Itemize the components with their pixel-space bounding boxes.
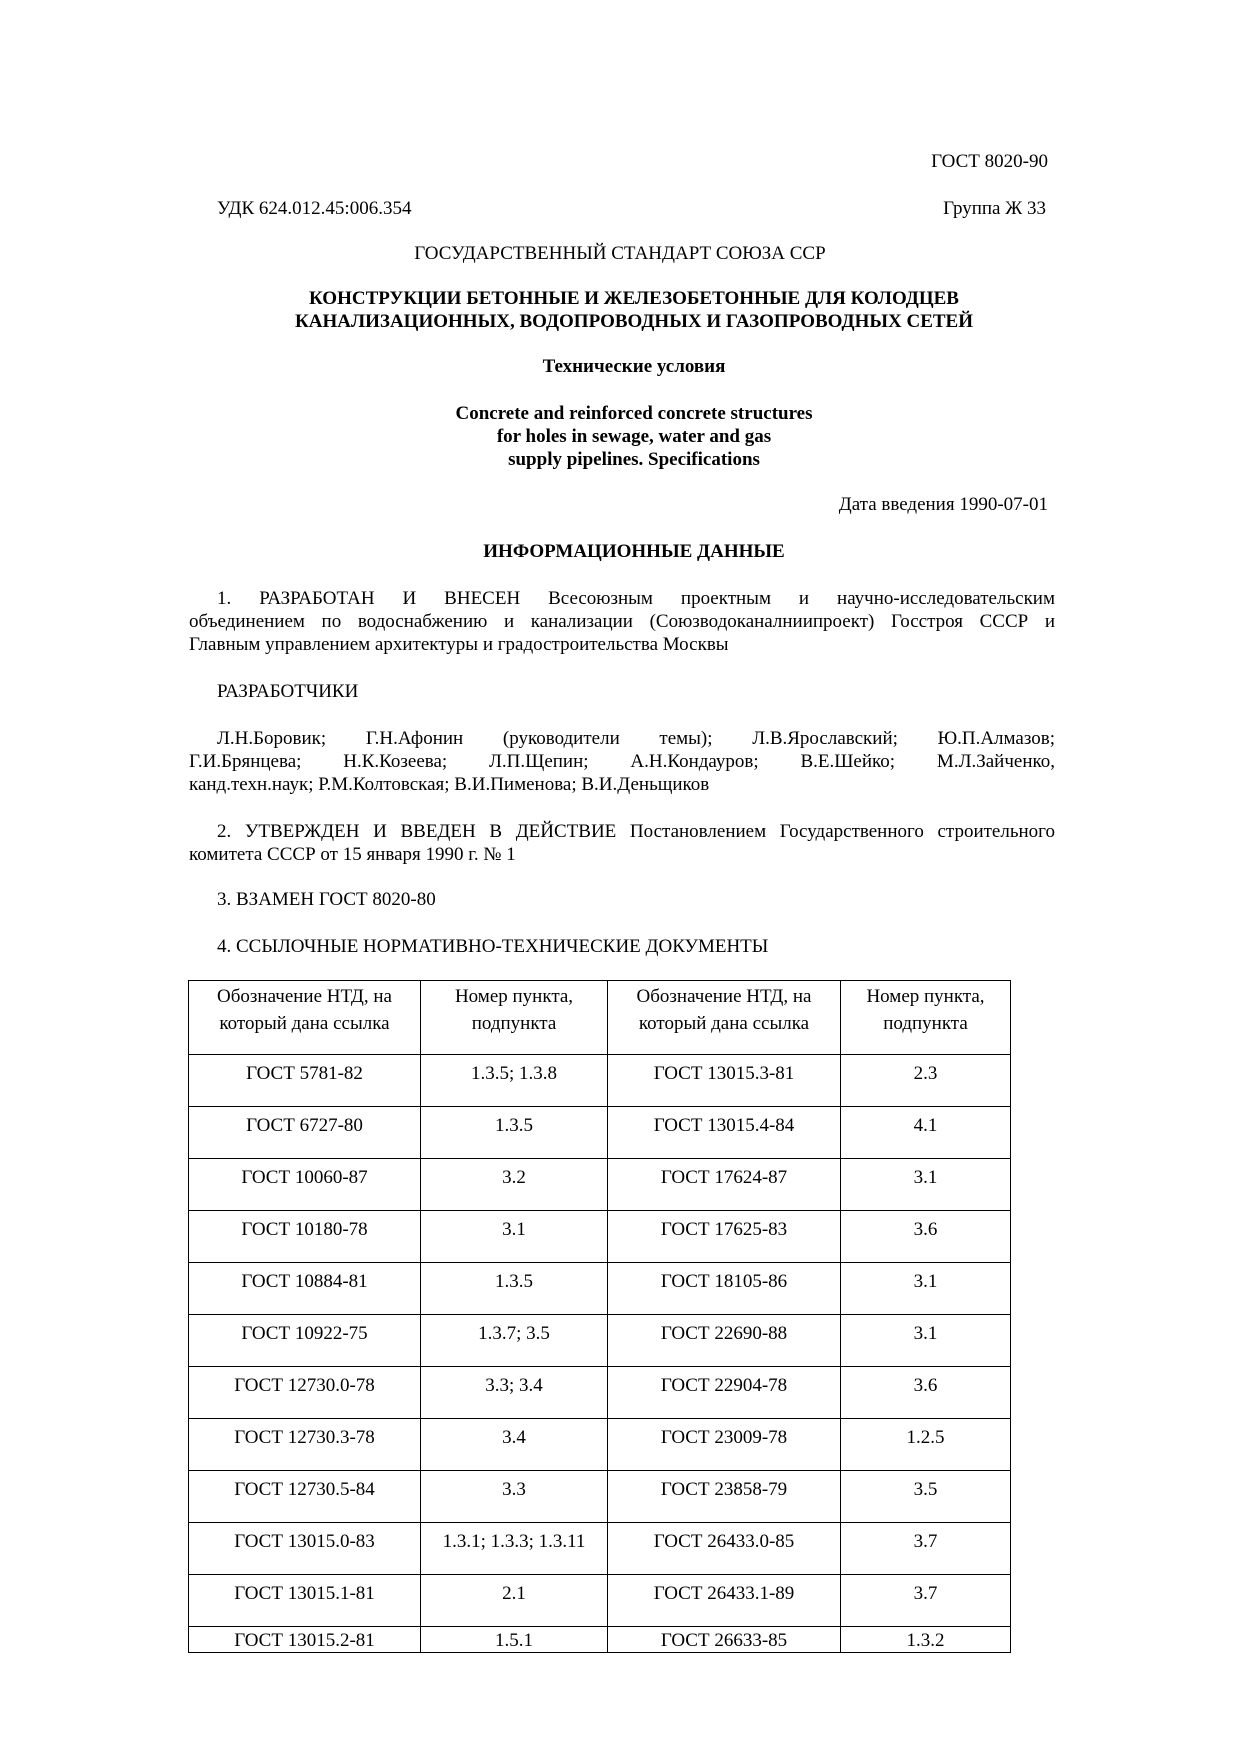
title-english-line: supply pipelines. Specifications bbox=[508, 449, 760, 470]
table-cell: ГОСТ 26633-85 bbox=[608, 1627, 841, 1653]
table-cell: ГОСТ 10060-87 bbox=[189, 1159, 421, 1211]
table-cell: 1.3.5 bbox=[421, 1107, 608, 1159]
table-row bbox=[189, 1367, 1011, 1419]
title-russian-line: КАНАЛИЗАЦИОННЫХ, ВОДОПРОВОДНЫХ И ГАЗОПРОВОДНЫХ СЕТЕЙ bbox=[294, 311, 973, 332]
table-row bbox=[189, 1159, 1011, 1211]
table-header-cell: Номер пункта, подпункта bbox=[841, 981, 1011, 1055]
table-cell: 1.3.5 bbox=[421, 1263, 608, 1315]
table-row bbox=[189, 1523, 1011, 1575]
table-row bbox=[189, 1315, 1011, 1367]
table-cell: 3.1 bbox=[841, 1315, 1011, 1367]
title-russian bbox=[189, 287, 1079, 333]
paragraph-developed-by bbox=[189, 587, 1055, 656]
introduction-date: Дата введения 1990-07-01 bbox=[838, 494, 1048, 515]
table-cell: ГОСТ 10884-81 bbox=[189, 1263, 421, 1315]
table-row bbox=[189, 1419, 1011, 1471]
table-cell: ГОСТ 26433.1-89 bbox=[608, 1575, 841, 1627]
table-cell: ГОСТ 13015.2-81 bbox=[189, 1627, 421, 1653]
table-cell: ГОСТ 23858-79 bbox=[608, 1471, 841, 1523]
title-english bbox=[189, 402, 1079, 471]
table-cell: 2.3 bbox=[841, 1055, 1011, 1107]
title-russian-line: КОНСТРУКЦИИ БЕТОННЫЕ И ЖЕЛЕЗОБЕТОННЫЕ ДЛЯ КОЛОДЦЕВ bbox=[309, 288, 959, 309]
developers-list bbox=[189, 727, 1055, 796]
info-data-heading: ИНФОРМАЦИОННЫЕ ДАННЫЕ bbox=[483, 541, 785, 562]
paragraph-reference-docs: 4. ССЫЛОЧНЫЕ НОРМАТИВНО-ТЕХНИЧЕСКИЕ ДОКУМЕНТЫ bbox=[217, 936, 769, 957]
table-cell: ГОСТ 22690-88 bbox=[608, 1315, 841, 1367]
table-cell: ГОСТ 12730.5-84 bbox=[189, 1471, 421, 1523]
table-cell: ГОСТ 13015.3-81 bbox=[608, 1055, 841, 1107]
paragraph-line: комитета СССР от 15 января 1990 г. № 1 bbox=[189, 844, 516, 865]
table-cell: 1.3.5; 1.3.8 bbox=[421, 1055, 608, 1107]
table-cell: 1.3.2 bbox=[841, 1627, 1011, 1653]
table-cell: 3.7 bbox=[841, 1575, 1011, 1627]
developers-label: РАЗРАБОТЧИКИ bbox=[217, 681, 359, 702]
table-cell: ГОСТ 5781-82 bbox=[189, 1055, 421, 1107]
document-code: ГОСТ 8020-90 bbox=[931, 151, 1048, 172]
table-row bbox=[189, 1211, 1011, 1263]
group-code: Группа Ж 33 bbox=[943, 198, 1046, 219]
table-cell: 1.5.1 bbox=[421, 1627, 608, 1653]
title-english-line: for holes in sewage, water and gas bbox=[496, 426, 772, 447]
table-cell: 3.3 bbox=[421, 1471, 608, 1523]
table-cell: 3.6 bbox=[841, 1211, 1011, 1263]
paragraph-line: 2. УТВЕРЖДЕН И ВВЕДЕН В ДЕЙСТВИЕ Постановлением Государственного строительного bbox=[217, 821, 1055, 842]
table-cell: ГОСТ 13015.4-84 bbox=[608, 1107, 841, 1159]
table-cell: 3.5 bbox=[841, 1471, 1011, 1523]
table-cell: 3.1 bbox=[841, 1263, 1011, 1315]
table-cell: ГОСТ 6727-80 bbox=[189, 1107, 421, 1159]
table-cell: ГОСТ 17625-83 bbox=[608, 1211, 841, 1263]
table-cell: 3.2 bbox=[421, 1159, 608, 1211]
table-header-cell: Обозначение НТД, на который дана ссылка bbox=[189, 981, 421, 1055]
table-cell: ГОСТ 23009-78 bbox=[608, 1419, 841, 1471]
table-row bbox=[189, 1575, 1011, 1627]
table-cell: 4.1 bbox=[841, 1107, 1011, 1159]
table-cell: 3.1 bbox=[421, 1211, 608, 1263]
table-header-cell: Номер пункта, подпункта bbox=[421, 981, 608, 1055]
table-header-cell: Обозначение НТД, на который дана ссылка bbox=[608, 981, 841, 1055]
table-row bbox=[189, 1055, 1011, 1107]
paragraph-replaces: 3. ВЗАМЕН ГОСТ 8020-80 bbox=[217, 889, 436, 910]
table-cell: ГОСТ 10922-75 bbox=[189, 1315, 421, 1367]
paragraph-line: канд.техн.наук; Р.М.Колтовская; В.И.Пименова; В.И.Деньщиков bbox=[189, 774, 710, 795]
table-cell: 3.1 bbox=[841, 1159, 1011, 1211]
table-cell: 2.1 bbox=[421, 1575, 608, 1627]
table-cell: 3.7 bbox=[841, 1523, 1011, 1575]
paragraph-line: Главным управлением архитектуры и градостроительства Москвы bbox=[189, 634, 729, 655]
table-cell: ГОСТ 13015.1-81 bbox=[189, 1575, 421, 1627]
table-cell: 3.4 bbox=[421, 1419, 608, 1471]
table-cell: 1.3.1; 1.3.3; 1.3.11 bbox=[421, 1523, 608, 1575]
table-cell: ГОСТ 12730.3-78 bbox=[189, 1419, 421, 1471]
table-row bbox=[189, 1627, 1011, 1653]
table-cell: 3.3; 3.4 bbox=[421, 1367, 608, 1419]
table-cell: 1.2.5 bbox=[841, 1419, 1011, 1471]
table-cell: 3.6 bbox=[841, 1367, 1011, 1419]
table-row bbox=[189, 1471, 1011, 1523]
title-english-line: Concrete and reinforced concrete structures bbox=[455, 403, 813, 424]
paragraph-line: объединением по водоснабжению и канализации (Союзводоканалниипроект) Госстроя СССР и bbox=[189, 611, 1055, 632]
udk-code: УДК 624.012.45:006.354 bbox=[217, 198, 412, 219]
paragraph-approved bbox=[189, 820, 1055, 866]
table-cell: ГОСТ 10180-78 bbox=[189, 1211, 421, 1263]
table-row bbox=[189, 1107, 1011, 1159]
table-cell: ГОСТ 12730.0-78 bbox=[189, 1367, 421, 1419]
table-cell: ГОСТ 22904-78 bbox=[608, 1367, 841, 1419]
table-cell: ГОСТ 18105-86 bbox=[608, 1263, 841, 1315]
paragraph-line: 1. РАЗРАБОТАН И ВНЕСЕН Всесоюзным проектным и научно-исследовательским bbox=[217, 588, 1055, 609]
paragraph-line: Л.Н.Боровик; Г.Н.Афонин (руководители темы); Л.В.Ярославский; Ю.П.Алмазов; bbox=[217, 728, 1055, 749]
reference-documents-table bbox=[188, 980, 1011, 1653]
table-cell: ГОСТ 13015.0-83 bbox=[189, 1523, 421, 1575]
technical-conditions-subtitle: Технические условия bbox=[542, 356, 726, 377]
table-cell: 1.3.7; 3.5 bbox=[421, 1315, 608, 1367]
table-cell: ГОСТ 26433.0-85 bbox=[608, 1523, 841, 1575]
table-row bbox=[189, 1263, 1011, 1315]
paragraph-line: Г.И.Брянцева; Н.К.Козеева; Л.П.Щепин; А.Н.Кондауров; В.Е.Шейко; М.Л.Зайченко, bbox=[189, 751, 1055, 772]
table-header-row bbox=[189, 981, 1011, 1055]
table-cell: ГОСТ 17624-87 bbox=[608, 1159, 841, 1211]
state-standard-heading: ГОСУДАРСТВЕННЫЙ СТАНДАРТ СОЮЗА ССР bbox=[414, 243, 826, 264]
